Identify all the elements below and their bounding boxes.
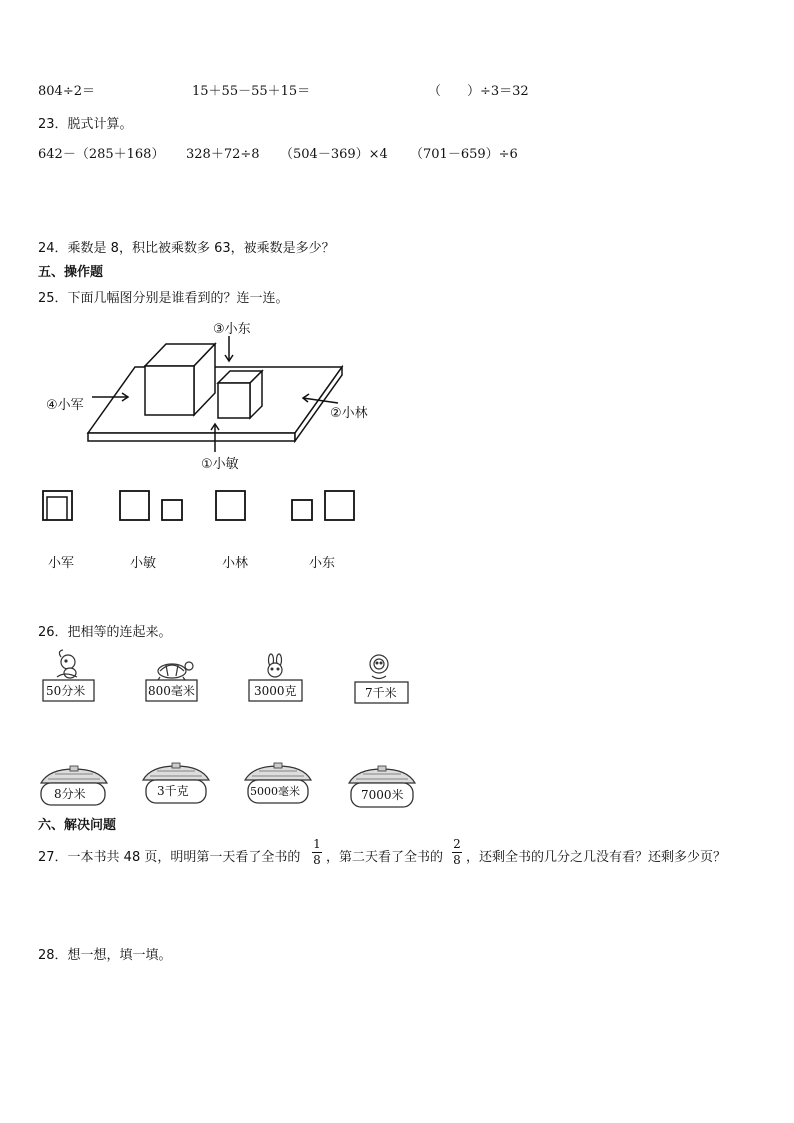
- view-option-2[interactable]: [120, 491, 182, 520]
- top-card-1-label: 50分米: [46, 684, 86, 698]
- name-3[interactable]: 小林: [222, 556, 249, 571]
- turtle-icon: [158, 662, 193, 680]
- q27-fraction-1-numerator: 1: [313, 837, 321, 851]
- q27-part3: ，还剩全书的几分之几没有看？还剩多少页？: [466, 850, 727, 865]
- calc-item-2: 15＋55－55＋15＝: [192, 84, 311, 99]
- q28-text: 28．想一想，填一填。: [38, 948, 172, 963]
- house-card-4-label: 7000米: [361, 788, 404, 802]
- q27-part1: 27．一本书共 48 页，明明第一天看了全书的: [38, 850, 301, 865]
- q27-fraction-2-denominator: 8: [453, 853, 461, 867]
- q27-fraction-2: [452, 838, 462, 867]
- lion-icon: [370, 655, 388, 679]
- q23-item-4: （701－659）÷6: [410, 147, 518, 162]
- house-card-3-label: 5000毫米: [250, 785, 300, 798]
- house-card-2-label: 3千克: [157, 784, 189, 798]
- q23-title: 23．脱式计算。: [38, 117, 133, 132]
- top-card-4-label: 7千米: [365, 686, 397, 700]
- section-title-5: 五、操作题: [38, 265, 104, 280]
- rabbit-icon: [268, 654, 282, 680]
- view-option-3[interactable]: [216, 491, 245, 520]
- top-card-3-label: 3000克: [254, 684, 297, 698]
- calc-item-3: （ ）÷3＝32: [428, 84, 529, 99]
- q25-title: 25．下面几幅图分别是谁看到的？连一连。: [38, 291, 289, 306]
- q24-text: 24．乘数是 8，积比被乘数多 63，被乘数是多少？: [38, 241, 335, 256]
- viewer-top-label: ③小东: [213, 322, 251, 337]
- viewer-right-label: ②小林: [330, 406, 368, 421]
- viewer-bottom-label: ①小敏: [201, 457, 239, 472]
- viewer-left-label: ④小军: [46, 398, 84, 413]
- q27-fraction-1: [312, 838, 322, 867]
- name-2[interactable]: 小敏: [130, 556, 157, 571]
- view-option-4[interactable]: [292, 491, 354, 520]
- section-title-6: 六、解决问题: [38, 818, 117, 833]
- name-4[interactable]: 小东: [309, 556, 336, 571]
- q26-title: 26．把相等的连起来。: [38, 625, 172, 640]
- calc-item-1: 804÷2＝: [38, 84, 95, 99]
- dog-icon: [57, 650, 77, 678]
- q23-item-2: 328＋72÷8: [186, 147, 260, 162]
- top-card-2-label: 800毫米: [148, 684, 195, 698]
- name-1[interactable]: 小军: [48, 556, 75, 571]
- q27-fraction-1-denominator: 8: [313, 853, 321, 867]
- house-card-1-label: 8分米: [54, 787, 86, 801]
- q27-fraction-2-numerator: 2: [453, 837, 461, 851]
- q27-part2: ，第二天看了全书的: [326, 850, 444, 865]
- view-option-1[interactable]: [43, 491, 72, 520]
- q23-item-1: 642－（285＋168）: [38, 147, 165, 162]
- q23-item-3: （504－369）×4: [280, 147, 388, 162]
